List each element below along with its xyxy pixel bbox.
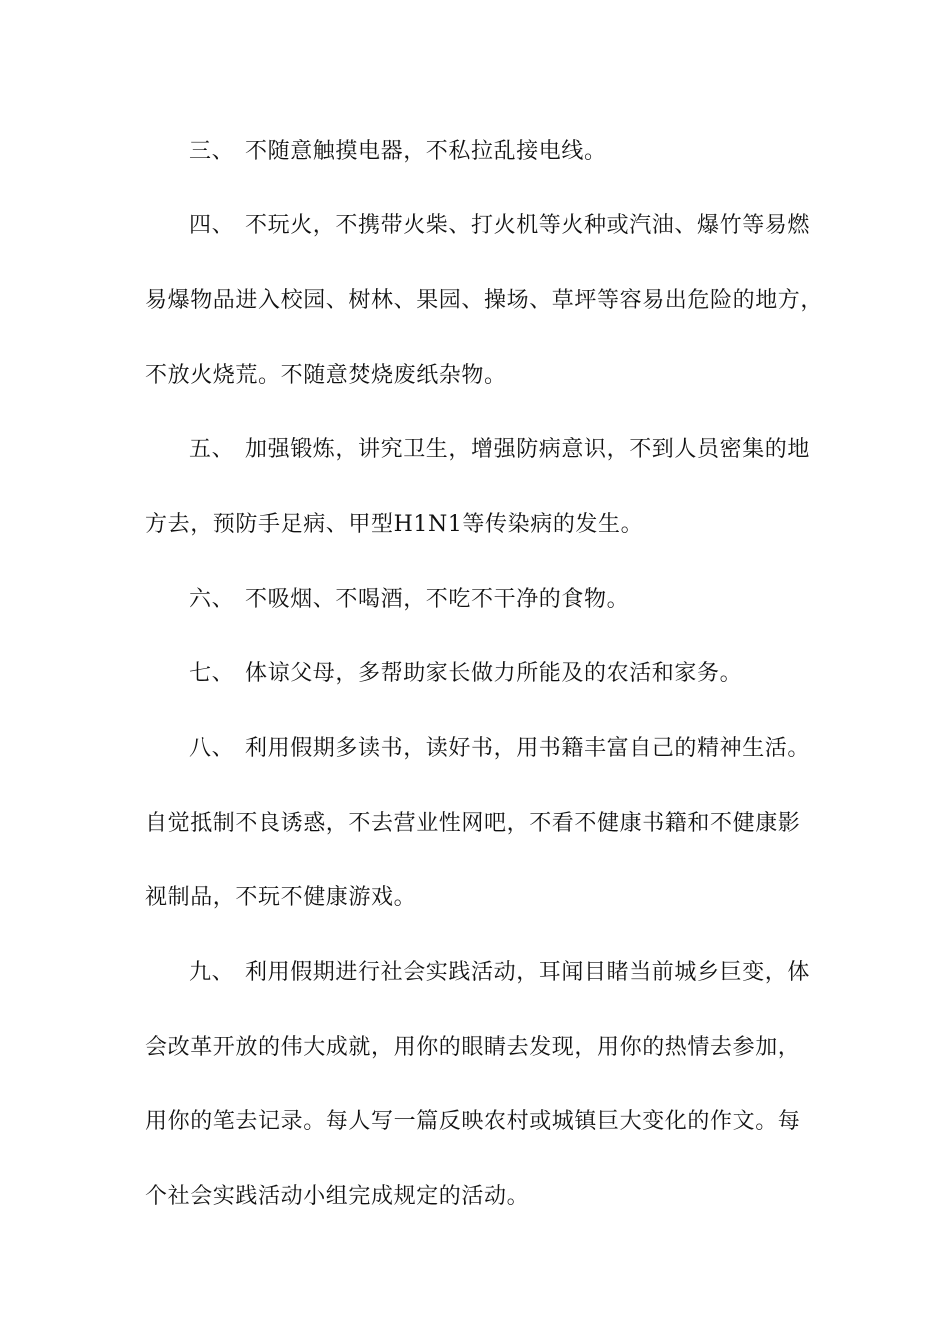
paragraph-5-line-1: [189, 435, 810, 465]
paragraph-8-line-2: 自觉抵制不良诱惑，不去营业性网吧，不看不健康书籍和不健康影: [145, 811, 801, 836]
paragraph-4-line-1: [189, 211, 810, 241]
paragraph-3-text: 不随意触摸电器，不私拉乱接电线。: [245, 139, 607, 164]
paragraph-7-line-1: [189, 659, 742, 689]
paragraph-9-line-3: 用你的笔去记录。每人写一篇反映农村或城镇巨大变化的作文。每: [145, 1109, 801, 1134]
paragraph-9-line-2: 会改革开放的伟大成就，用你的眼睛去发现，用你的热情去参加，: [145, 1035, 801, 1060]
paragraph-3-number: 三、: [189, 139, 235, 164]
paragraph-4-line-3: 不放火烧荒。不随意焚烧废纸杂物。: [145, 363, 507, 388]
paragraph-8-text-1: 利用假期多读书，读好书，用书籍丰富自己的精神生活。: [245, 736, 811, 761]
paragraph-8-number: 八、: [189, 736, 235, 761]
paragraph-9-number: 九、: [189, 960, 235, 985]
paragraph-4-number: 四、: [189, 213, 235, 238]
paragraph-6-text: 不吸烟、不喝酒，不吃不干净的食物。: [245, 587, 630, 612]
paragraph-7-number: 七、: [189, 661, 235, 686]
paragraph-9-text-1: 利用假期进行社会实践活动，耳闻目睹当前城乡巨变，体: [245, 960, 811, 985]
paragraph-4-text-1: 不玩火，不携带火柴、打火机等火种或汽油、爆竹等易燃: [245, 213, 811, 238]
paragraph-4-line-2: 易爆物品进入校园、树林、果园、操场、草坪等容易出危险的地方，: [145, 288, 824, 313]
paragraph-6-line-1: [189, 585, 629, 615]
paragraph-9-line-4: 个社会实践活动小组完成规定的活动。: [145, 1184, 530, 1209]
paragraph-6-number: 六、: [189, 587, 235, 612]
paragraph-5-text-1: 加强锻炼，讲究卫生，增强防病意识，不到人员密集的地: [245, 437, 811, 462]
paragraph-3-line-1: [189, 137, 607, 167]
paragraph-7-text: 体谅父母，多帮助家长做力所能及的农活和家务。: [245, 661, 743, 686]
paragraph-5-line-2: 方去，预防手足病、甲型H1N1等传染病的发生。: [145, 512, 644, 537]
paragraph-9-line-1: [189, 958, 810, 988]
paragraph-8-line-1: [189, 734, 810, 764]
paragraph-8-line-3: 视制品，不玩不健康游戏。: [145, 885, 417, 910]
paragraph-5-number: 五、: [189, 437, 235, 462]
